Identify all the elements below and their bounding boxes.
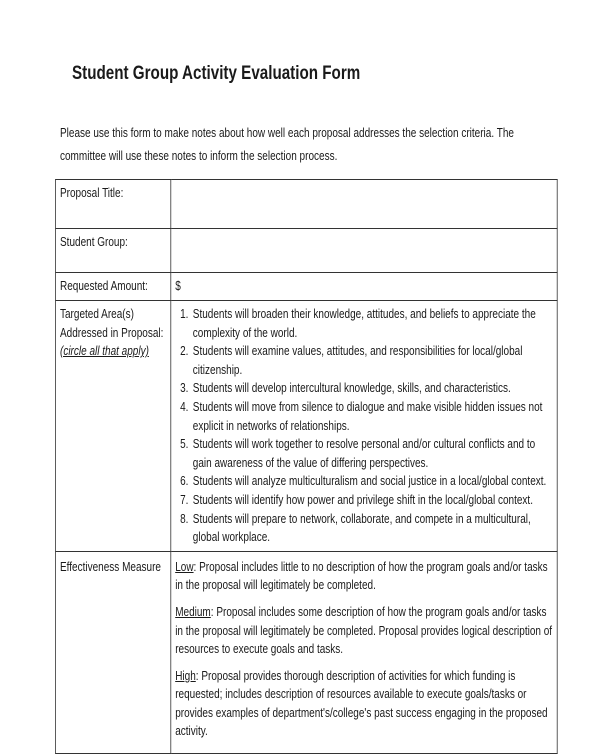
targeted-areas-list	[175, 305, 553, 547]
effectiveness-level-low	[175, 558, 553, 595]
table-row	[56, 229, 558, 273]
criteria-item[interactable]: 8. Students will prepare to network, collaborate, and compete in a multicultural, global workplace.	[191, 510, 553, 547]
circle-note: (circle all that apply)	[60, 344, 149, 359]
proposal-title-label: Proposal Title:	[56, 180, 171, 229]
targeted-areas-label-text: Targeted Area(s) Addressed in Proposal:	[60, 307, 164, 340]
intro-text: Please use this form to make notes about how well each proposal addresses the selection criteria. The committee will use these notes to inform the selection process.	[60, 126, 514, 163]
targeted-areas-label	[56, 301, 171, 552]
table-row	[56, 273, 558, 301]
effectiveness-levels	[171, 551, 557, 753]
table-row	[56, 301, 558, 552]
student-group-label: Student Group:	[56, 229, 171, 273]
criteria-item[interactable]: 6. Students will analyze multiculturalism and social justice in a local/global context.	[191, 472, 553, 491]
student-group-field[interactable]	[171, 229, 557, 273]
level-name: Low	[175, 559, 194, 574]
evaluation-table	[55, 179, 557, 754]
criteria-item[interactable]: 2. Students will examine values, attitudes, and responsibilities for local/global citizenship.	[191, 342, 553, 379]
criteria-item[interactable]: 1. Students will broaden their knowledge, attitudes, and beliefs to appreciate the complexity of the world.	[191, 305, 553, 342]
proposal-title-field[interactable]	[171, 180, 557, 229]
requested-amount-label: Requested Amount:	[56, 273, 171, 301]
table-row	[56, 551, 558, 753]
criteria-item[interactable]: 7. Students will identify how power and privilege shift in the local/global context.	[191, 491, 553, 510]
table-row	[56, 180, 558, 229]
level-name: Medium	[175, 604, 211, 619]
effectiveness-label: Effectiveness Measure	[56, 551, 171, 753]
requested-amount-field[interactable]: $	[171, 273, 557, 301]
level-description: : Proposal includes little to no description of how the program goals and/or tasks in the proposal will legitimately be completed.	[175, 559, 548, 593]
criteria-item[interactable]: 5. Students will work together to resolve personal and/or cultural conflicts and to gain awareness of the value of differing perspectives.	[191, 435, 553, 472]
level-description: : Proposal provides thorough description of activities for which funding is requested; includes description of resources available to execute goals/tasks or provides examples of department's/college's past success engaging in the proposed activity.	[175, 668, 548, 739]
effectiveness-level-medium	[175, 603, 553, 659]
form-title: Student Group Activity Evaluation Form	[72, 63, 361, 84]
level-name: High	[175, 668, 196, 683]
level-description: : Proposal includes some description of how the program goals and/or tasks in the proposal will legitimately be completed. Proposal provides logical description of resources to execute goals and tasks.	[175, 604, 553, 657]
criteria-item[interactable]: 4. Students will move from silence to dialogue and make visible hidden issues not explicit in networks of relationships.	[191, 398, 553, 435]
targeted-areas-cell	[171, 301, 557, 552]
criteria-item[interactable]: 3. Students will develop intercultural knowledge, skills, and characteristics.	[191, 379, 553, 398]
